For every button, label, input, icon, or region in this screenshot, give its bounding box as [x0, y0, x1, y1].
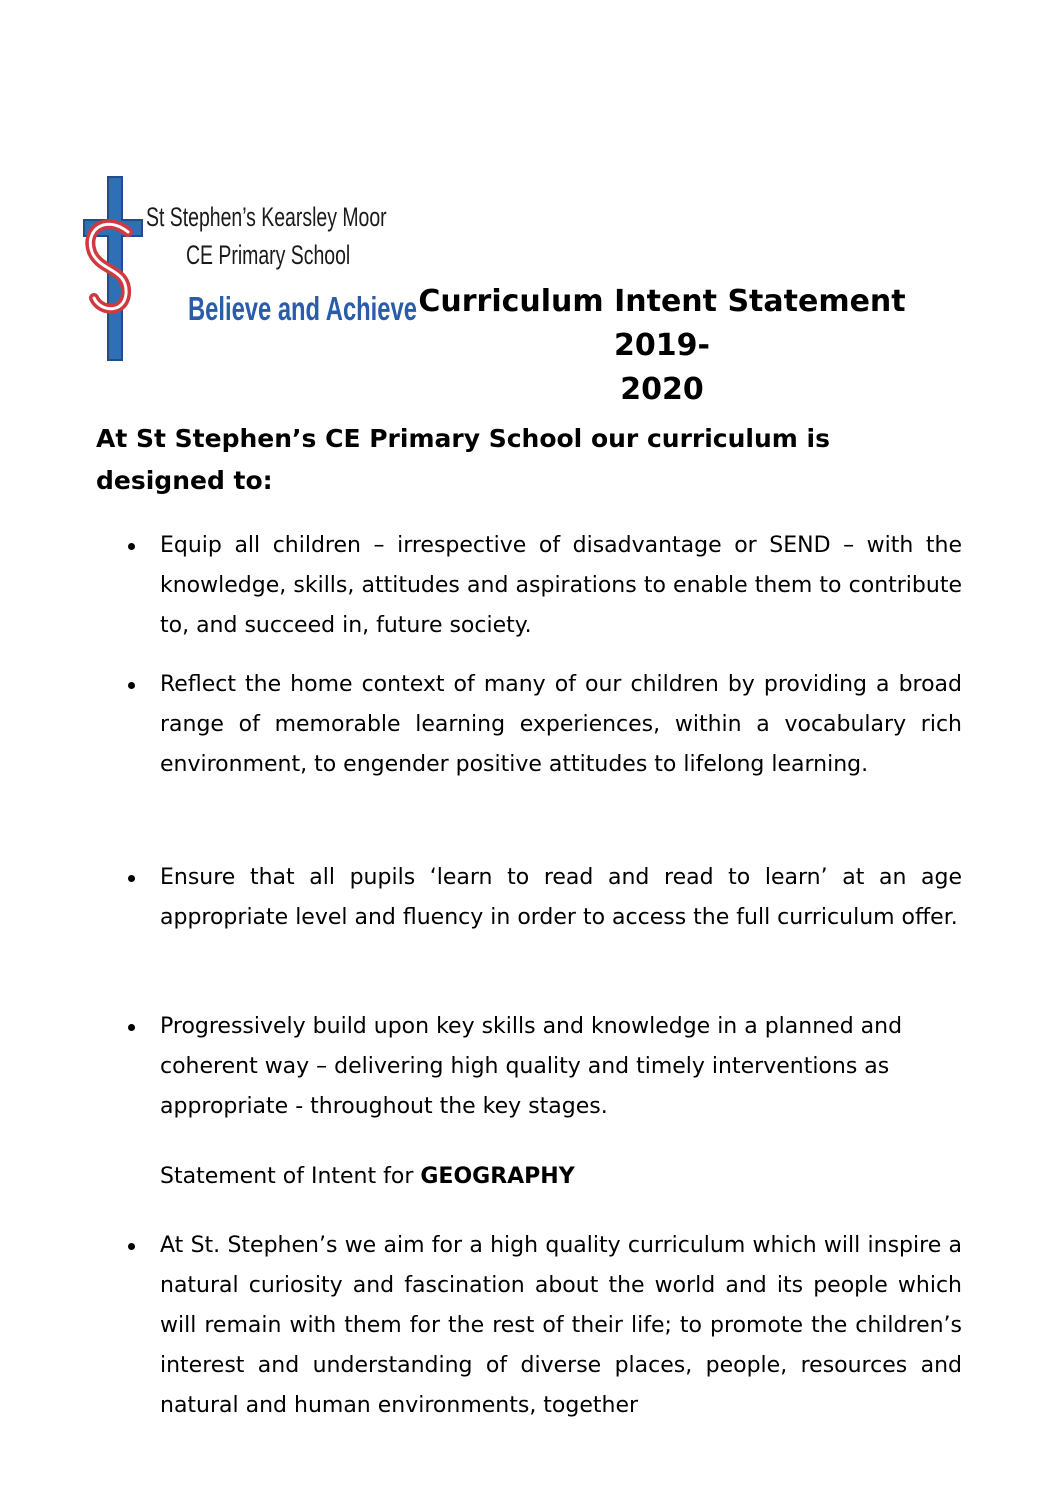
logo-school-name: St Stephen’s Kearsley Moor	[146, 202, 387, 232]
subject-heading	[160, 1157, 575, 1197]
list-item	[160, 526, 962, 646]
logo-motto: Believe and Achieve	[188, 290, 417, 327]
school-logo	[78, 172, 417, 367]
list-item-text: Equip all children – irrespective of disadvantage or SEND – with the knowledge, skills, attitudes and aspirations to enable them to contribute to, and succeed in, future society.	[160, 533, 962, 638]
list-item-text: Reflect the home context of many of our children by providing a broad range of memorable learning experiences, within a vocabulary rich environment, to engender positive attitudes to lifelong learning.	[160, 672, 962, 777]
list-item	[160, 665, 962, 785]
list-item	[160, 1226, 962, 1426]
list-item-text: At St. Stephen’s we aim for a high quality curriculum which will inspire a natural curiosity and fascination about the world and its people which will remain with them for the rest of their life; to promote the children’s interest and understanding of diverse places, people, resources and natural and human environments, together	[160, 1233, 962, 1418]
title-line-1: Curriculum Intent Statement 2019-	[418, 284, 906, 363]
list-item-text: Progressively build upon key skills and knowledge in a planned and coherent way – delivering high quality and timely interventions as appropriate - throughout the key stages.	[160, 1014, 903, 1119]
title-line-2: 2020	[620, 372, 704, 407]
bullet-icon	[128, 1024, 135, 1031]
logo-school-type: CE Primary School	[186, 240, 351, 270]
list-item	[160, 858, 962, 938]
bullet-icon	[128, 543, 135, 550]
subject-heading-prefix: Statement of Intent for	[160, 1164, 421, 1189]
document-title	[376, 280, 948, 412]
list-item	[160, 1007, 920, 1127]
bullet-icon	[128, 875, 135, 882]
intro-heading: At St Stephen’s CE Primary School our curriculum is designed to:	[96, 424, 830, 495]
bullet-icon	[128, 1243, 135, 1250]
list-item-text: Ensure that all pupils ‘learn to read and read to learn’ at an age appropriate level and fluency in order to access the full curriculum offer.	[160, 865, 962, 930]
bullet-icon	[128, 682, 135, 689]
cross-s-emblem-icon	[78, 172, 153, 367]
subject-name: GEOGRAPHY	[420, 1164, 575, 1189]
